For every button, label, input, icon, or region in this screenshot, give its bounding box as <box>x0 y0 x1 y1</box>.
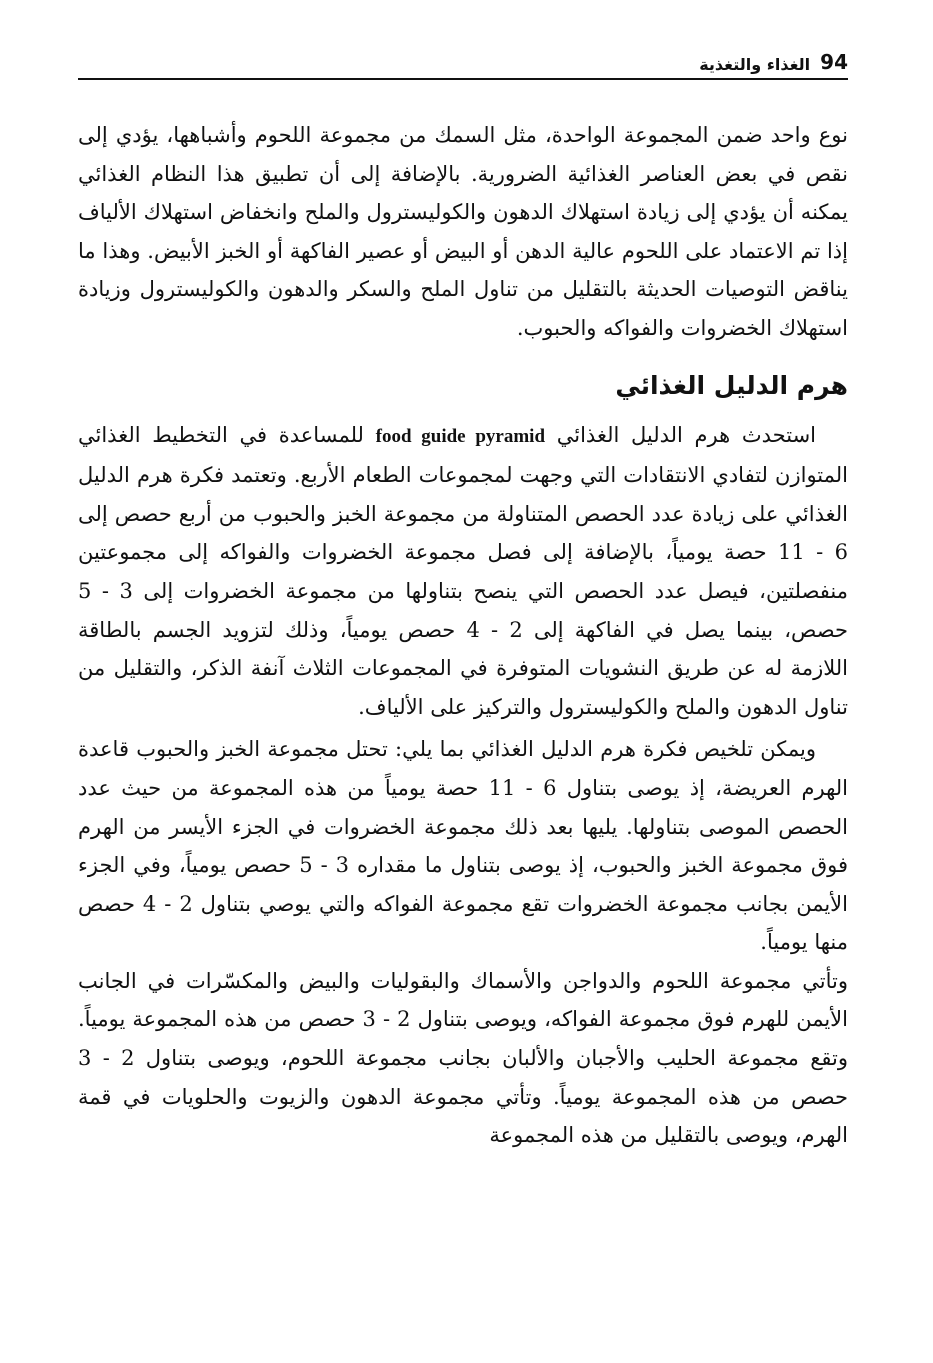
section-heading: هرم الدليل الغذائي <box>615 370 848 400</box>
paragraph-pyramid-intro <box>78 416 848 727</box>
paragraph-continuation: نوع واحد ضمن المجموعة الواحدة، مثل السمك من مجموعة اللحوم وأشباهها، يؤدي إلى نقص في بعض العناصر الغذائية الضرورية. بالإضافة إلى أن تطبيق هذا النظام الغذائي يمكنه أن يؤدي إلى زيادة استهلاك الدهون والكوليسترول والملح وانخفاض استهلاك الألياف إذا تم الاعتماد على اللحوم عالية الدهن أو البيض أو عصير الفاكهة أو الخبز الأبيض. وهذا ما يناقض التوصيات الحديثة بالتقليل من تناول الملح والسكر والدهون والكوليسترول وزيادة استهلاك الخضروات والفواكه والحبوب. <box>78 123 848 340</box>
english-term: food guide pyramid <box>375 425 546 447</box>
paragraph-text-after-term: للمساعدة في التخطيط الغذائي المتوازن لتفادي الانتقادات التي وجهت لمجموعات الطعام الأربع. وتعتمد فكرة هرم الدليل الغذائي على زيادة عدد الحصص المتناولة من مجموعة الخبز والحبوب من أربع حصص إلى 6 - 11 حصة يومياً، بالإضافة إلى فصل مجموعة الخضروات والفواكه إلى مجموعتين منفصلتين، فيصل عدد الحصص التي ينصح بتناولها من مجموعة الخضروات إلى 3 - 5 حصص، بينما يصل في الفاكهة إلى 2 - 4 حصص يومياً، وذلك لتزويد الجسم بالطاقة اللازمة له عن طريق النشويات المتوفرة في المجموعات الثلاث آنفة الذكر، والتقليل من تناول الدهون والملح والكوليسترول والتركيز على الألياف. <box>78 422 848 719</box>
page-number: 94 <box>820 50 848 74</box>
running-header <box>78 40 848 80</box>
book-page <box>78 40 848 1340</box>
paragraph-meat-dairy: وتأتي مجموعة اللحوم والدواجن والأسماك والبقوليات والبيض والمكسّرات في الجانب الأيمن للهرم فوق مجموعة الفواكه، ويوصى بتناول 2 - 3 حصص من هذه المجموعة يومياً. وتقع مجموعة الحليب والأجبان والألبان بجانب مجموعة اللحوم، ويوصى بتناول 2 - 3 حصص من هذه المجموعة يومياً. وتأتي مجموعة الدهون والزيوت والحلويات في قمة الهرم، ويوصى بالتقليل من هذه المجموعة <box>78 968 848 1148</box>
running-title: الغذاء والتغذية <box>699 55 811 74</box>
paragraph-text-before-term: استحدث هرم الدليل الغذائي <box>556 422 816 447</box>
paragraph-pyramid-summary: ويمكن تلخيص فكرة هرم الدليل الغذائي بما يلي: تحتل مجموعة الخبز والحبوب قاعدة الهرم العريضة، إذ يوصى بتناول 6 - 11 حصة يومياً من هذه المجموعة من حيث عدد الحصص الموصى بتناولها. يليها بعد ذلك مجموعة الخضروات في الجزء الأيسر من الهرم فوق مجموعة الخبز والحبوب، إذ يوصى بتناول ما مقداره 3 - 5 حصص يومياً، وفي الجزء الأيمن بجانب مجموعة الخضروات تقع مجموعة الفواكه والتي يوصي بتناول 2 - 4 حصص منها يومياً. <box>78 737 849 955</box>
